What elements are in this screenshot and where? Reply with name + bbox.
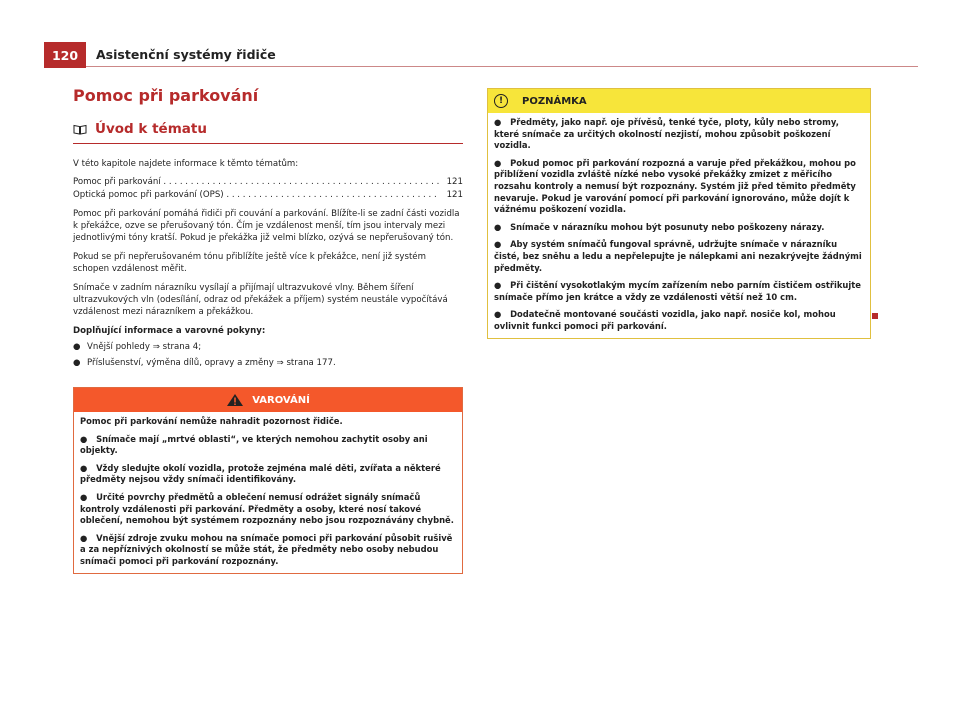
running-header: Asistenční systémy řidiče (96, 47, 276, 62)
list-item (73, 357, 463, 369)
warning-box (73, 387, 463, 574)
note-item (494, 280, 864, 303)
toc-entry-label: Optická pomoc při parkování (OPS) . . . (73, 189, 439, 201)
bullet-icon: ● (80, 532, 97, 543)
note-item (494, 239, 864, 274)
table-of-contents (73, 176, 463, 201)
note-item (494, 309, 864, 332)
note-box (487, 88, 871, 339)
page-number: 120 (44, 42, 86, 68)
warning-item-text: Určité povrchy předmětů a oblečení nemusí odrážet signály snímačů kontroly vzdálenosti při parkování. Předměty a osoby, které nosí takové oblečení, nemohou být systémem rozpoznány nebo jsou rozpoznávány chybně. (80, 491, 454, 526)
toc-entry-page: 121 (446, 177, 463, 187)
warning-item (80, 463, 456, 486)
note-item-text: Aby systém snímačů fungoval správně, udržujte snímače v nárazníku čisté, bez sněhu a ledu a nepřelepujte je nálepkami ani nezakrývejte žádnými předměty. (494, 239, 862, 273)
toc-entry[interactable] (73, 176, 463, 188)
note-content (488, 113, 870, 338)
bullet-icon: ● (494, 309, 511, 320)
warning-triangle-icon (226, 393, 244, 407)
bullet-icon: ● (494, 239, 511, 250)
note-item-text: Dodatečně montované součásti vozidla, jako např. nosiče kol, mohou ovlivnit funkci pomoci při parkování. (494, 309, 836, 331)
note-item-text: Při čištění vysokotlakým mycím zařízením nebo parním čističem ostřikujte snímače přímo jen krátce a vždy ze vzdálenosti větší než 10 cm. (494, 280, 861, 302)
body-paragraph: Pomoc při parkování pomáhá řidiči při couvání a parkování. Blížíte-li se zadní části vozidla k překážce, ozve se přerušovaný tón. Čím je vzdálenost menší, tím jsou intervaly mezi jednotlivými tóny kratší. Pokud je překážka již velmi blízko, ozývá se nepřerušovaný tón. (73, 209, 460, 243)
body-paragraph: Pokud se při nepřerušovaném tónu přiblížíte ještě více k překážce, není již systém schopen vzdálenost měřit. (73, 252, 426, 274)
note-item-text: Snímače v nárazníku mohou být posunuty nebo poškozeny nárazy. (510, 221, 825, 232)
warning-lead: Pomoc při parkování nemůže nahradit pozornost řidiče. (80, 416, 343, 426)
note-item-text: Pokud pomoc při parkování rozpozná a varuje před překážkou, mohou po přiblížení vozidla zvláště nízké nebo vysoké překážky zmizet z měřicího rozsahu kontroly a nemusí být rozpoznány. Systém již před těmito předměty nevaruje. Pokud je varování pomocí při parkování ignorováno, může dojít k vážnému poškození vozidla. (494, 157, 856, 215)
note-item (494, 158, 864, 216)
note-title: POZNÁMKA (522, 95, 587, 107)
exclamation-icon: ! (494, 94, 508, 108)
warning-content (74, 412, 462, 573)
note-item (494, 222, 864, 234)
bullet-icon: ● (80, 462, 97, 473)
section-end-marker (872, 313, 878, 319)
warning-title: VAROVÁNÍ (252, 394, 310, 406)
toc-entry-label: Pomoc při parkování . . . (73, 176, 439, 188)
warning-item-text: Vždy sledujte okolí vozidla, protože zejména malé děti, zvířata a některé předměty nejsou vždy snímači identifikovány. (80, 462, 441, 485)
list-item-text: Příslušenství, výměna dílů, opravy a změny ⇒ strana 177. (87, 358, 336, 368)
list-item (73, 341, 463, 353)
left-column (73, 86, 463, 574)
book-icon (73, 124, 87, 135)
warning-item (80, 434, 456, 457)
bullet-icon: ● (494, 117, 511, 127)
bullet-icon: ● (73, 342, 81, 352)
note-item (494, 117, 864, 152)
body-paragraph: Snímače v zadním nárazníku vysílají a přijímají ultrazvukové vlny. Během šíření ultrazvukových vln (odesílání, odraz od překážek a příjem) systém neustále vypočítává vzdálenost mezi nárazníkem a překážkou. (73, 283, 448, 317)
intro-text: V této kapitole najdete informace k těmto tématům: (73, 159, 299, 169)
bullet-icon: ● (494, 221, 511, 232)
warning-item (80, 533, 456, 568)
section-heading (73, 121, 463, 144)
list-item-text: Vnější pohledy ⇒ strana 4; (87, 342, 202, 352)
warning-item-text: Snímače mají „mrtvé oblasti“, ve kterých nemohou zachytit osoby ani objekty. (80, 433, 428, 456)
bullet-icon: ● (80, 491, 97, 502)
section-title: Úvod k tématu (95, 121, 207, 137)
note-item-text: Předměty, jako např. oje přívěsů, tenké tyče, ploty, kůly nebo stromy, které snímače za určitých okolností nezjistí, mohou způsobit poškození vozidla. (494, 117, 839, 151)
page-title: Pomoc při parkování (73, 86, 259, 105)
bullet-icon: ● (494, 280, 511, 291)
warning-item (80, 492, 456, 527)
bullet-icon: ● (73, 358, 81, 368)
extra-info-heading: Doplňující informace a varovné pokyny: (73, 326, 266, 336)
toc-entry[interactable] (73, 189, 463, 201)
toc-entry-page: 121 (446, 190, 463, 200)
bullet-icon: ● (494, 157, 511, 168)
note-header (488, 89, 870, 113)
header-divider (86, 66, 918, 67)
warning-header (74, 388, 462, 412)
bullet-icon: ● (80, 433, 97, 444)
warning-item-text: Vnější zdroje zvuku mohou na snímače pomoci při parkování působit rušivě a za nepříznivých okolností se může stát, že předměty nebo osoby nebudou snímači pomoci při parkování rozpoznány. (80, 532, 453, 566)
